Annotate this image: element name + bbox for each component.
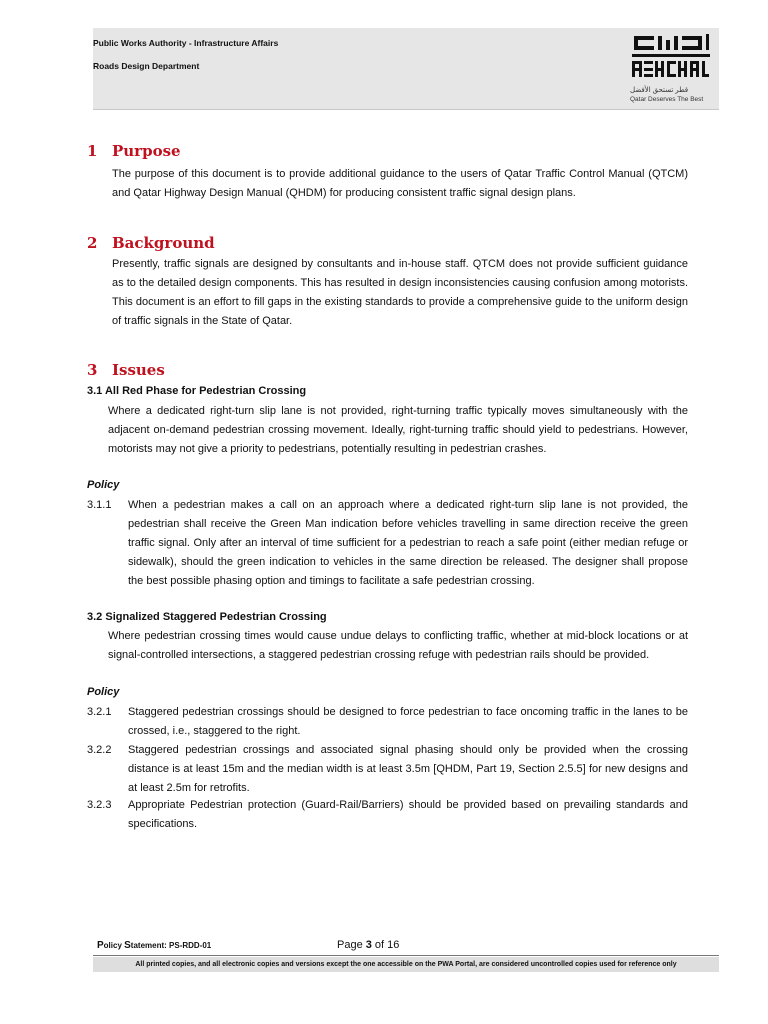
logo-arabic-tagline: قطر تستحق الأفضل <box>630 87 689 94</box>
subsection-heading-3-1 <box>87 385 306 397</box>
footer-initial-p: P <box>97 940 104 951</box>
header-department: Roads Design Department <box>93 61 200 71</box>
footer-policy-statement <box>97 940 211 951</box>
policy-item-number: 3.1.1 <box>87 499 112 511</box>
subsection-number: 3.1 <box>87 385 103 397</box>
subsection-title: All Red Phase for Pedestrian Crossing <box>104 385 307 397</box>
section-title: Purpose <box>112 142 181 160</box>
section-number: 1 <box>87 142 98 160</box>
policy-label: Policy <box>87 479 120 491</box>
footer-page-number <box>337 939 399 951</box>
policy-label: Policy <box>87 686 120 698</box>
footer-olicy: olicy <box>103 941 125 950</box>
footer-disclaimer: All printed copies, and all electronic copies and versions except the one accessible on the PWA Portal, are considered uncontrolled copies used for reference only <box>93 957 719 972</box>
section-number: 2 <box>87 234 98 252</box>
policy-item-text: Appropriate Pedestrian protection (Guard-Rail/Barriers) should be provided based on prevailing standards and specifications. <box>128 799 688 830</box>
subsection-heading-3-2 <box>87 611 327 623</box>
subsection-title: Signalized Staggered Pedestrian Crossing <box>105 611 327 623</box>
ashghal-logo <box>630 34 710 106</box>
policy-item-number: 3.2.2 <box>87 744 112 756</box>
subsection-number: 3.2 <box>87 611 103 623</box>
background-paragraph: Presently, traffic signals are designed by consultants and in-house staff. QTCM does not provide sufficient guidance as to the detailed design components. This has resulted in design inconsistencies causing confusion among motorists. This document is an effort to fill gaps in the existing standards to provide a comprehensive guide to the uniform design of traffic signals in the State of Qatar. <box>112 258 688 327</box>
section-number: 3 <box>87 361 98 379</box>
purpose-paragraph: The purpose of this document is to provide additional guidance to the users of Qatar Traffic Control Manual (QTCM) and Qatar Highway Design Manual (QHDM) for producing consistent traffic signal design plans. <box>112 168 688 199</box>
footer-statement-code: tatement: PS-RDD-01 <box>130 941 212 950</box>
policy-item-number: 3.2.3 <box>87 799 112 811</box>
document-header <box>93 28 719 110</box>
policy-item-text: When a pedestrian makes a call on an approach where a dedicated right-turn slip lane is not provided, the pedestrian shall receive the Green Man indication before vehicles travelling in same direction receive the green traffic signal. Only after an interval of time sufficient for a pedestrian to reach a safe point (either median refuge or sidewalk), should the green indication to vehicles in the same direction be released. The designer shall propose the best possible phasing option and timings to facilitate a safe pedestrian crossing. <box>128 499 688 587</box>
subsection-3-2-paragraph: Where pedestrian crossing times would cause undue delays to conflicting traffic, whether at mid-block locations or at signal-controlled intersections, a staggered pedestrian crossing refuge with pedestrian rails should be provided. <box>108 630 688 661</box>
policy-item-number: 3.2.1 <box>87 706 112 718</box>
section-title: Issues <box>112 361 165 379</box>
policy-item-text: Staggered pedestrian crossings should be designed to force pedestrian to face oncoming traffic in the lanes to be crossed, i.e., staggered to the right. <box>128 706 688 737</box>
header-authority: Public Works Authority - Infrastructure Affairs <box>93 38 279 48</box>
section-title: Background <box>112 234 215 252</box>
footer-initial-s: S <box>124 940 131 951</box>
section-heading-issues <box>87 361 165 379</box>
subsection-3-1-paragraph: Where a dedicated right-turn slip lane is not provided, right-turning traffic typically moves simultaneously with the adjacent on-demand pedestrian crossing movement. Ideally, right-turning traffic should yield to pedestrians. However, motorists may not give a priority to pedestrians, potentially resulting in pedestrian crashes. <box>108 405 688 455</box>
page-of: of <box>371 939 388 951</box>
section-heading-purpose <box>87 142 181 160</box>
footer-divider <box>93 955 719 956</box>
page-prefix: Page <box>337 939 366 951</box>
page-total: 16 <box>387 939 400 951</box>
policy-item-text: Staggered pedestrian crossings and associated signal phasing should only be provided when the crossing distance is at least 15m and the median width is at least 3.5m [QHDM, Part 19, Section 2.5.5] for new designs and at least 2.5m for retrofits. <box>128 744 688 794</box>
ashghal-logo-mark <box>630 34 710 84</box>
page-current: 3 <box>365 939 372 951</box>
logo-english-tagline: Qatar Deserves The Best <box>630 96 704 103</box>
section-heading-background <box>87 234 215 252</box>
